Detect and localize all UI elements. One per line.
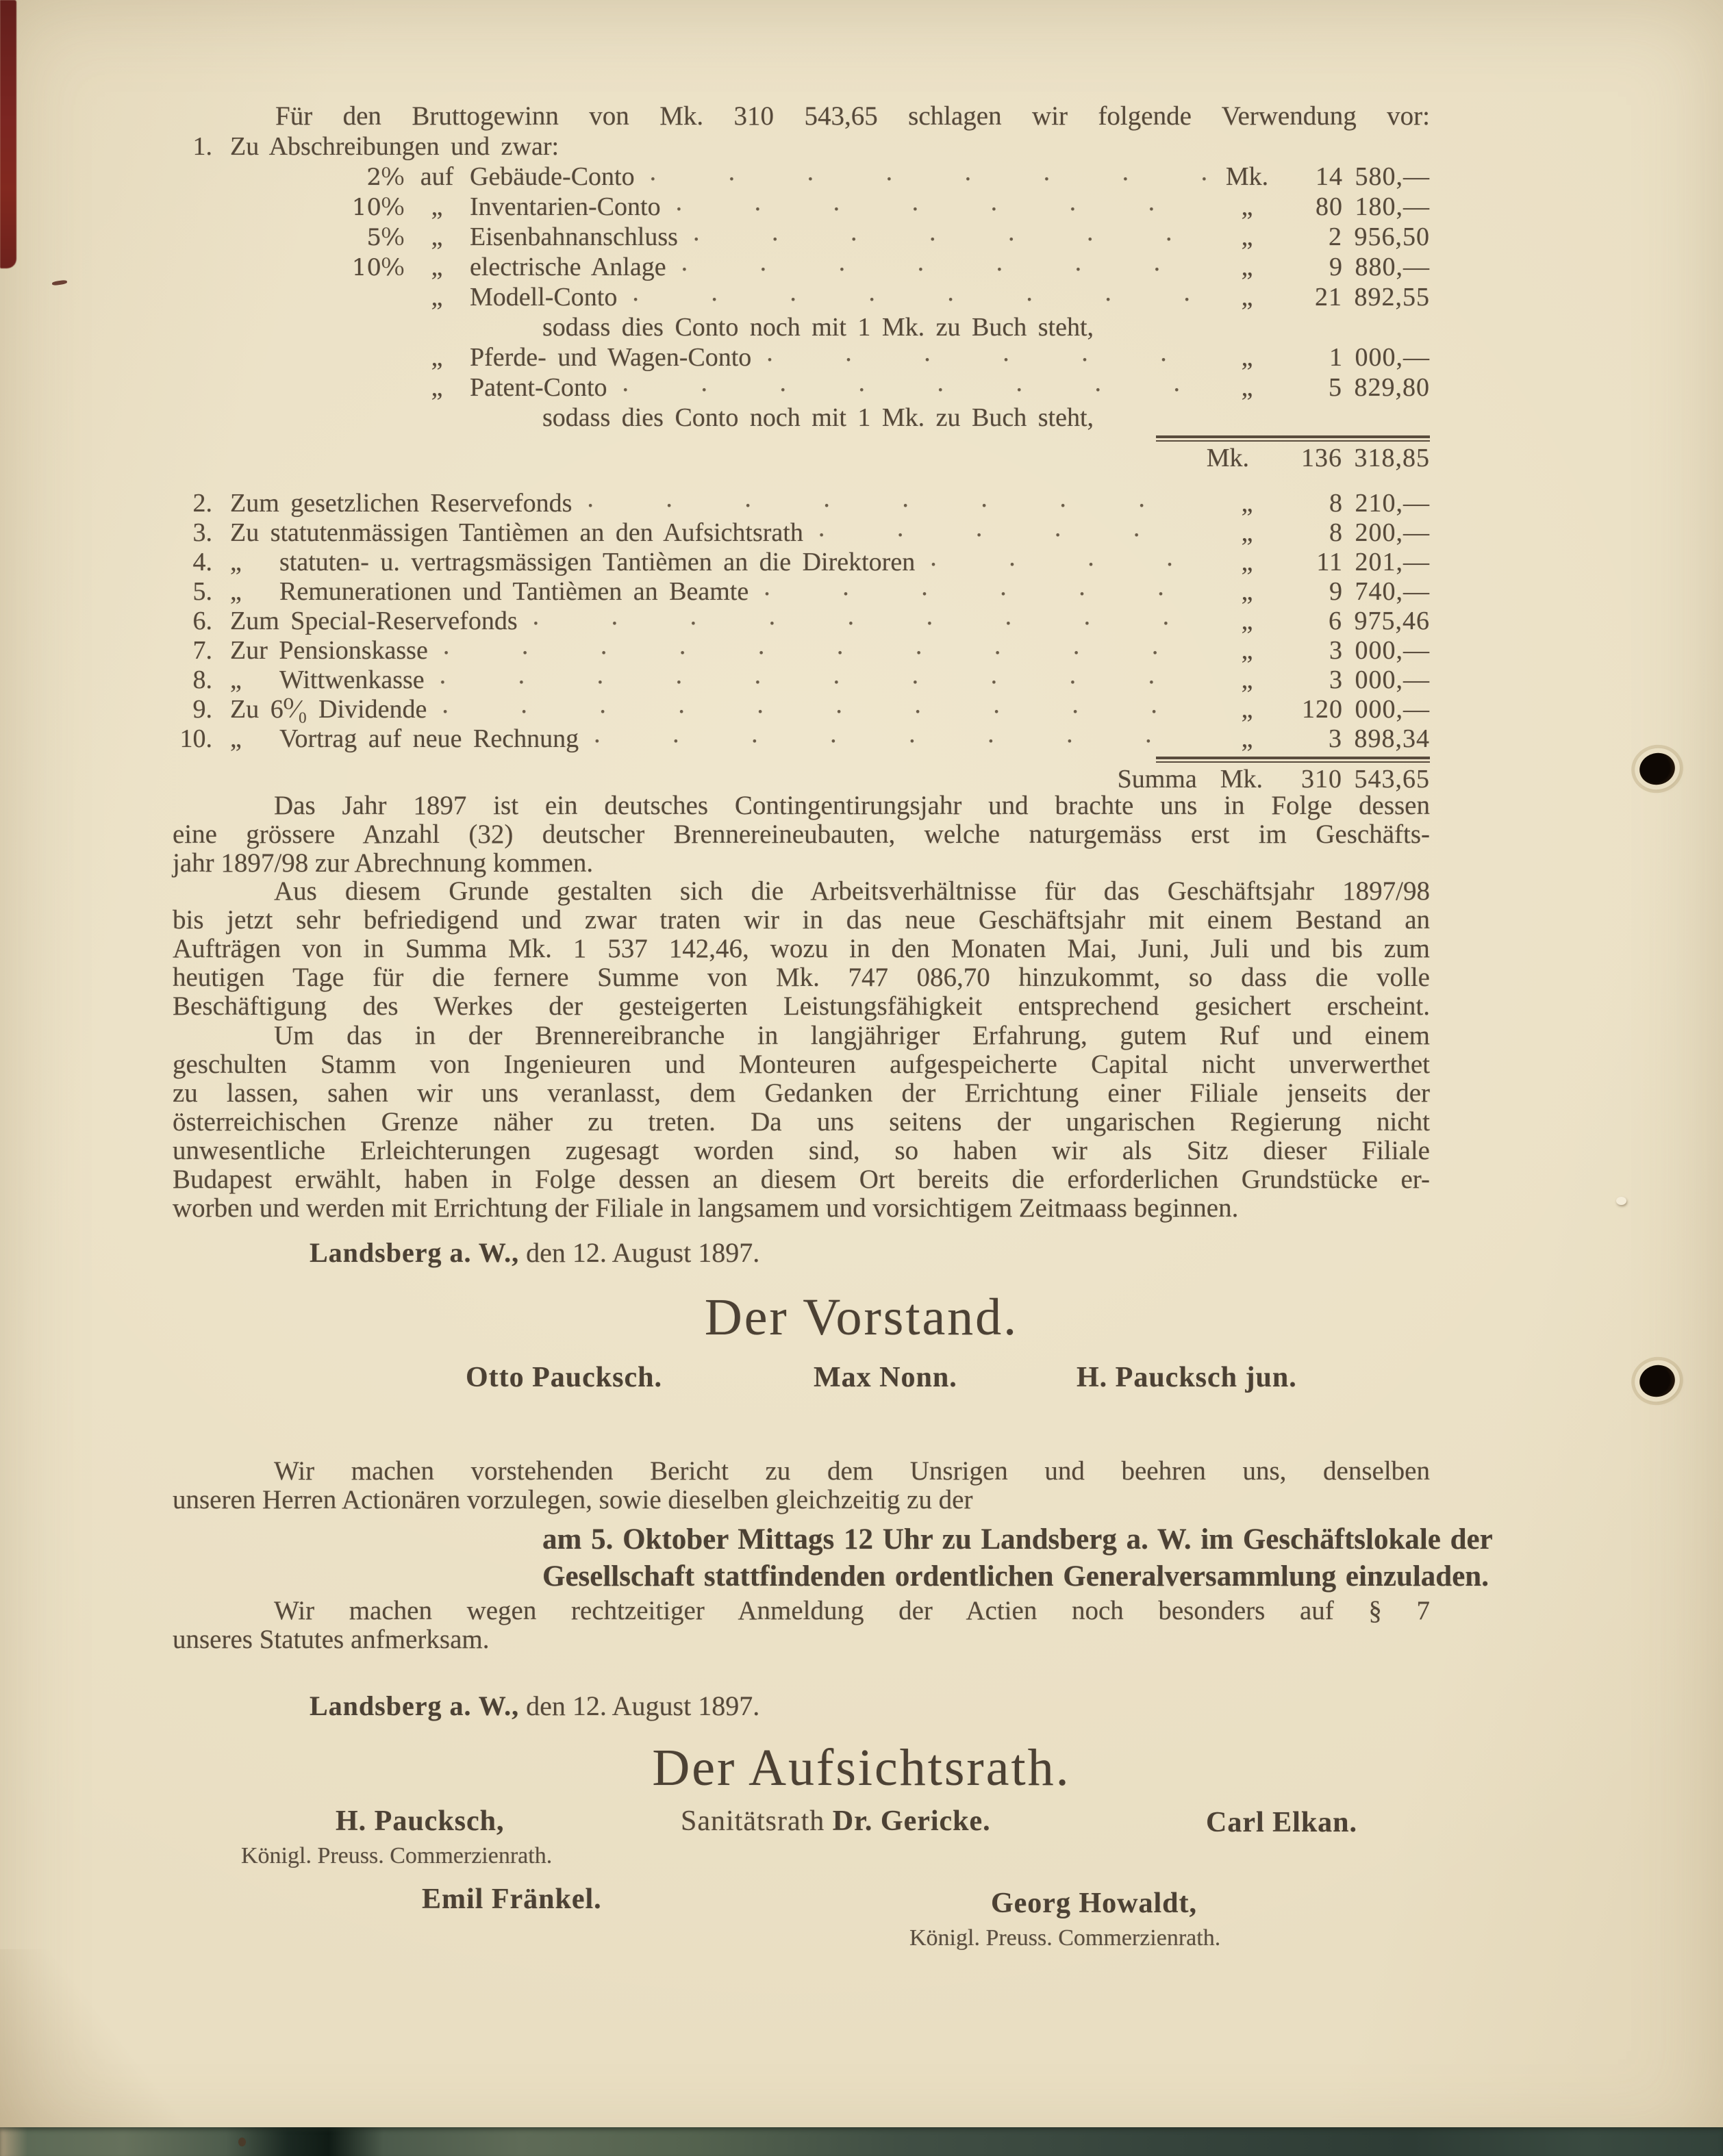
ditto-mark: „ (230, 724, 242, 753)
item-number: 7. (192, 636, 212, 665)
item-number: 1. (192, 132, 212, 161)
dot-leader (927, 548, 1213, 577)
item-number: 2. (192, 489, 212, 518)
amount: 1 000,— (1329, 343, 1430, 372)
currency: „ (1241, 373, 1253, 402)
currency: „ (1241, 518, 1253, 547)
vorstand-heading: Der Vorstand. (704, 1289, 1019, 1346)
signature-max-nonn: Max Nonn. (814, 1362, 957, 1393)
amount: 8 210,— (1329, 489, 1430, 518)
ledger-item (173, 607, 1430, 636)
amount: 5 829,80 (1329, 373, 1430, 402)
paragraph-statute-note (173, 1597, 1430, 1654)
percent: 10⁰⁄₀ (351, 194, 404, 221)
currency: „ (1241, 724, 1253, 753)
ditto-mark: „ (431, 223, 443, 251)
item-label: Zu statutenmässigen Tantièmen an den Aufsichtsrath (230, 518, 803, 547)
ditto-mark: „ (230, 577, 242, 606)
signature-dr-gericke (681, 1805, 991, 1838)
paragraph-line: bis jetzt sehr befriedigend und zwar traten wir in das neue Geschäftsjahr mit einem Bestand an (173, 905, 1430, 935)
binding-edge-red-strip (0, 0, 16, 268)
ditto-mark: „ (230, 548, 242, 576)
currency: „ (1241, 489, 1253, 518)
currency: „ (1241, 253, 1253, 281)
amount: 120 000,— (1302, 695, 1430, 724)
depreciation-row (173, 222, 1430, 252)
ledger-item (173, 489, 1430, 518)
paragraph-line: geschulten Stamm von Ingenieuren und Monteuren aufgespeicherte Capital nicht unverwerthet (173, 1050, 1430, 1079)
invitation-bold-lines (542, 1521, 1493, 1595)
paragraph-line: eine grössere Anzahl (32) deutscher Brennereineubauten, welche naturgemäss erst im Geschäfts- (173, 820, 1430, 849)
percent: 10⁰⁄₀ (351, 254, 404, 281)
dot-leader (591, 724, 1213, 754)
dot-leader (437, 665, 1213, 695)
account-label: electrische Anlage (470, 253, 666, 281)
punch-hole-bottom (1636, 1361, 1678, 1400)
paragraph-line: Wir machen wegen rechtzeitiger Anmeldung der Actien noch besonders auf § 7 (274, 1596, 1430, 1625)
dateline-aufsichtsrath (310, 1690, 759, 1722)
dateline-place: Landsberg a. W., (310, 1690, 520, 1721)
depreciation-row (173, 162, 1430, 192)
paragraph-line: unseren Herren Actionären vorzulegen, sowie dieselben gleichzeitig zu der (173, 1485, 973, 1514)
ledger-note (173, 312, 1430, 342)
aufsichtsrath-heading: Der Aufsichtsrath. (652, 1739, 1071, 1797)
depreciation-row (173, 342, 1430, 372)
paragraph-line: Das Jahr 1897 ist ein deutsches Contingentirungsjahr und brachte uns in Folge dessen (274, 791, 1430, 820)
depreciation-row (173, 282, 1430, 312)
scan-bottom-edge-strip (0, 2127, 1723, 2156)
percent: 2⁰⁄₀ (366, 164, 404, 191)
paper-crease (0, 1949, 205, 2127)
punch-hole-top (1636, 749, 1678, 788)
paragraph-invitation (173, 1457, 1430, 1514)
paragraph-order-backlog (173, 877, 1430, 1021)
signature-h-paucksch: H. Paucksch, (336, 1805, 505, 1837)
ledger-note (173, 403, 1430, 433)
paragraph-line: jahr 1897/98 zur Abrechnung kommen. (173, 848, 594, 878)
amount: 3 000,— (1329, 636, 1430, 665)
signature-title-prefix: Sanitätsrath (681, 1805, 833, 1837)
paragraph-line: Aus diesem Grunde gestalten sich die Arbeitsverhältnisse für das Geschäftsjahr 1897/98 (274, 876, 1430, 906)
subtotal-row (173, 442, 1430, 474)
amount: 9 880,— (1329, 253, 1430, 281)
amount: 21 892,55 (1315, 283, 1430, 312)
ledger-item (173, 548, 1430, 577)
ditto-mark: „ (431, 283, 443, 312)
item-label: Zur Pensionskasse (230, 636, 428, 665)
signature-subtitle: Königl. Preuss. Commerzienrath. (909, 1925, 1221, 1951)
dot-leader (530, 607, 1213, 636)
item-number: 4. (192, 548, 212, 576)
paragraph-line: worben und werden mit Errichtung der Filiale in langsamem und vorsichtigem Zeitmaass beginnen. (173, 1193, 1239, 1223)
currency: Mk. (1206, 444, 1249, 472)
account-label: Pferde- und Wagen-Conto (470, 343, 752, 372)
ledger-item (173, 518, 1430, 548)
paper-speck (1616, 1197, 1626, 1205)
amount: 6 975,46 (1329, 607, 1430, 635)
amount: 80 180,— (1316, 192, 1430, 221)
item-label: Vortrag auf neue Rechnung (279, 724, 579, 753)
signature-emil-fraenkel: Emil Fränkel. (422, 1884, 602, 1915)
intro-line: Für den Bruttogewinn von Mk. 310 543,65 schlagen wir folgende Verwendung vor: (275, 101, 1430, 131)
ledger-item (173, 724, 1430, 754)
depreciation-row (173, 252, 1430, 282)
paragraph-line: österreichischen Grenze näher zu treten. Da uns seitens der ungarischen Regierung nicht (173, 1107, 1430, 1137)
subtotal-rule (1156, 435, 1430, 442)
dot-leader (620, 372, 1213, 403)
paragraph-line: Beschäftigung des Werkes der gesteigerten Leistungsfähigkeit entsprechend gesichert erscheint. (173, 991, 1430, 1021)
dot-leader (816, 518, 1213, 548)
signature-subtitle: Königl. Preuss. Commerzienrath. (241, 1843, 553, 1868)
invitation-line-2: Gesellschaft stattfindenden ordentlichen Generalversammlung einzuladen. (542, 1560, 1489, 1593)
ditto-mark: „ (431, 192, 443, 221)
ink-speck (52, 279, 68, 286)
dot-leader (439, 695, 1213, 724)
account-label: Inventarien-Conto (470, 192, 661, 221)
currency: „ (1241, 636, 1253, 665)
item-number: 5. (192, 577, 212, 606)
depreciation-row (173, 372, 1430, 403)
paragraph-line: heutigen Tage für die fernere Summe von Mk. 747 086,70 hinzukommt, so dass die volle (173, 963, 1430, 992)
currency: „ (1241, 607, 1253, 635)
currency: „ (1241, 548, 1253, 576)
paragraph-contingent-year (173, 791, 1430, 878)
ditto-mark: „ (431, 373, 443, 402)
dot-leader (679, 252, 1213, 282)
item-number: 3. (192, 518, 212, 547)
percent: 5⁰⁄₀ (366, 224, 404, 251)
account-label: Eisenbahnanschluss (470, 223, 678, 251)
amount: 3 898,34 (1329, 724, 1430, 753)
ledger-item (173, 665, 1430, 695)
currency: „ (1241, 695, 1253, 724)
paragraph-line: unwesentliche Erleichterungen zugesagt worden sind, so haben wir als Sitz dieser Filiale (173, 1136, 1430, 1165)
note-text: sodass dies Conto noch mit 1 Mk. zu Buch steht, (542, 313, 1094, 342)
ledger-item (173, 577, 1430, 607)
currency: „ (1241, 283, 1253, 312)
currency: „ (1241, 343, 1253, 372)
dot-leader (629, 282, 1213, 312)
paragraph-line: Um das in der Brennereibranche in langjähriger Erfahrung, gutem Ruf und einem (274, 1021, 1430, 1050)
item-label: Zu Abschreibungen und zwar: (230, 132, 559, 161)
item-number: 10. (179, 724, 212, 753)
note-text: sodass dies Conto noch mit 1 Mk. zu Buch steht, (542, 403, 1094, 432)
dot-leader (440, 636, 1213, 665)
paragraph-line: unseres Statutes anfmerksam. (173, 1625, 490, 1654)
paragraph-line: zu lassen, sahen wir uns veranlasst, dem Gedanken der Errichtung einer Filiale jenseits der (173, 1078, 1430, 1108)
dot-leader (647, 162, 1213, 192)
account-label: Patent-Conto (470, 373, 607, 402)
subtotal-amount: 136 318,85 (1301, 444, 1430, 472)
item-number: 8. (192, 665, 212, 694)
currency: „ (1241, 223, 1253, 251)
dot-leader (761, 577, 1213, 607)
summa-label: Summa (1117, 765, 1197, 794)
ditto-mark: „ (431, 343, 443, 372)
item-number: 6. (192, 607, 212, 635)
paragraph-line: Aufträgen von in Summa Mk. 1 537 142,46, wozu in den Monaten Mai, Juni, Juli und bis zum (173, 934, 1430, 963)
currency: Mk. (1225, 162, 1269, 191)
dateline-place: Landsberg a. W., (310, 1237, 520, 1268)
ditto-mark: „ (431, 253, 443, 281)
dot-leader (764, 342, 1213, 372)
item-label: Wittwenkasse (279, 665, 425, 694)
paragraph-line: Budapest erwählt, haben in Folge dessen an diesem Ort bereits die erforderlichen Grundstücke er- (173, 1165, 1430, 1194)
profit-allocation-table (173, 131, 1430, 795)
amount: 3 000,— (1329, 665, 1430, 694)
item-label: statuten- u. vertragsmässigen Tantièmen an die Direktoren (279, 548, 916, 576)
depreciation-row (173, 192, 1430, 222)
signature-name: Dr. Gericke. (832, 1805, 991, 1837)
summa-amount: 310 543,65 (1301, 765, 1430, 794)
account-label: Modell-Conto (470, 283, 618, 312)
item-label: Zu 6⁰⁄₀ Dividende (230, 695, 427, 724)
ledger-item (173, 695, 1430, 724)
item-label: Zum gesetzlichen Reservefonds (230, 489, 573, 518)
item-label: Zum Special-Reservefonds (230, 607, 518, 635)
amount: 14 580,— (1316, 162, 1430, 191)
dateline-date: den 12. August 1897. (526, 1690, 760, 1721)
amount: 8 200,— (1329, 518, 1430, 547)
amount: 2 956,50 (1329, 223, 1430, 251)
invitation-line-1: am 5. Oktober Mittags 12 Uhr zu Landsberg a. W. im Geschäftslokale der (542, 1523, 1493, 1556)
amount: 9 740,— (1329, 577, 1430, 606)
currency: „ (1241, 665, 1253, 694)
ditto-mark: auf (420, 162, 454, 191)
signature-georg-howaldt: Georg Howaldt, (991, 1888, 1197, 1919)
ink-speck (238, 2138, 246, 2146)
dot-leader (690, 222, 1213, 252)
dateline-date: den 12. August 1897. (526, 1237, 760, 1268)
ledger-item-1 (173, 131, 1430, 162)
dateline-vorstand (310, 1236, 759, 1269)
signature-carl-elkan: Carl Elkan. (1206, 1807, 1358, 1838)
dot-leader (673, 192, 1213, 222)
currency: „ (1241, 192, 1253, 221)
currency: Mk. (1220, 765, 1263, 794)
dot-leader (584, 489, 1213, 518)
item-number: 9. (192, 695, 212, 724)
ledger-item (173, 636, 1430, 665)
paragraph-line: Wir machen vorstehenden Bericht zu dem Unsrigen und beehren uns, denselben (274, 1456, 1430, 1486)
signature-otto-paucksch: Otto Paucksch. (466, 1362, 662, 1393)
signature-h-paucksch-jun: H. Paucksch jun. (1077, 1362, 1297, 1393)
item-label: Remunerationen und Tantièmen an Beamte (279, 577, 749, 606)
account-label: Gebäude-Conto (470, 162, 635, 191)
currency: „ (1241, 577, 1253, 606)
ditto-mark: „ (230, 665, 242, 694)
summa-rule (1156, 757, 1430, 763)
amount: 11 201,— (1316, 548, 1430, 576)
paragraph-budapest-branch (173, 1022, 1430, 1223)
